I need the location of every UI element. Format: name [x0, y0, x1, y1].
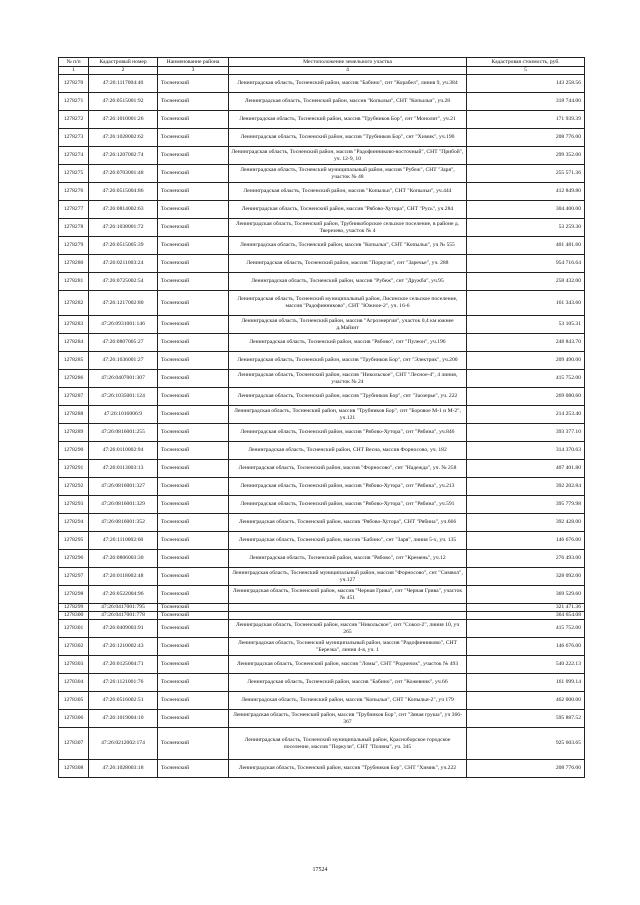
location-cell: Ленинградская область, Тосненский район, массив "Трубников Бор", снт "Электрик", уч.200 [229, 352, 467, 370]
row-number-cell: 1278273 [59, 129, 89, 147]
district-cell: Тосненский [158, 442, 229, 460]
table-row [59, 692, 585, 710]
table-row [59, 93, 585, 111]
location-cell: Ленинградская область, Тосненский район, массив "Бабино", снт "Заря", линия 5-х, уч. 135 [229, 532, 467, 550]
location-cell: Ленинградская область, Тосненский район, массив "Трубников Бор", снт "Боровое М-1 и М-2", уч.121 [229, 406, 467, 424]
table-row [59, 674, 585, 692]
table-row [59, 129, 585, 147]
location-cell [229, 612, 467, 620]
cadastral-number-cell: 47:26:0409003:91 [89, 620, 158, 638]
cadastral-number-cell: 47:26:1121001:76 [89, 674, 158, 692]
header-cadastral-number: Кадастровый номер [89, 58, 158, 67]
cadastral-value-cell: 161 343.60 [467, 291, 585, 316]
cadastral-number-cell: 47:26:0807005:27 [89, 334, 158, 352]
column-number: 2 [89, 67, 158, 75]
district-cell: Тосненский [158, 478, 229, 496]
row-number-cell: 1278297 [59, 568, 89, 586]
cadastral-number-cell: 47:26:1210002:43 [89, 638, 158, 656]
district-cell: Тосненский [158, 760, 229, 778]
cadastral-number-cell: 47:26:0806003:30 [89, 550, 158, 568]
cadastral-value-cell: 392 202.84 [467, 478, 585, 496]
header-district: Наименование района [158, 58, 229, 67]
location-cell: Ленинградская область, Тосненский район, массив "Рябово", снт "Пулеон", уч.196 [229, 334, 467, 352]
location-cell: Ленинградская область, Тосненский район, массив "Копыльи", СНТ "Копыльи", уч.444 [229, 183, 467, 201]
cadastral-value-cell: 276 493.00 [467, 550, 585, 568]
district-cell: Тосненский [158, 656, 229, 674]
table-row [59, 514, 585, 532]
district-cell: Тосненский [158, 710, 229, 728]
row-number-cell: 1278295 [59, 532, 89, 550]
cadastral-number-cell: 47:26:1010001:26 [89, 111, 158, 129]
row-number-cell: 1278279 [59, 237, 89, 255]
district-cell: Тосненский [158, 237, 229, 255]
cadastral-number-cell: 47:26:1019004:10 [89, 710, 158, 728]
cadastral-value-cell: 146 676.00 [467, 532, 585, 550]
table-row [59, 147, 585, 165]
cadastral-number-cell: 47:26:0816001:329 [89, 496, 158, 514]
row-number-cell: 1278270 [59, 75, 89, 93]
cadastral-number-cell: 47:26:0522004:96 [89, 586, 158, 604]
table-row [59, 111, 585, 129]
location-cell: Ленинградская область, Тосненский район, массив "Бабино", снт "Кожевник", уч.66 [229, 674, 467, 692]
cadastral-value-cell: 314 370.63 [467, 442, 585, 460]
cadastral-value-cell: 395 779.98 [467, 496, 585, 514]
location-cell: Ленинградская область, Тосненский район, массив "Никольское", снт "Сокол-2", линия 10, уч 265 [229, 620, 467, 638]
row-number-cell: 1278278 [59, 219, 89, 237]
cadastral-number-cell: 47:26:0407001:307 [89, 370, 158, 388]
row-number-cell: 1278306 [59, 710, 89, 728]
row-number-cell: 1278291 [59, 460, 89, 478]
location-cell: Ленинградская область, Тосненский муниципальный район, Лисинское сельское поселение, массив "Радофинниково", СНТ "Южное-2", уч. 16-6 [229, 291, 467, 316]
district-cell: Тосненский [158, 532, 229, 550]
cadastral-value-cell: 462 000.00 [467, 692, 585, 710]
cadastral-number-cell: 47:26:0125004:71 [89, 656, 158, 674]
cadastral-value-cell: 146 676.00 [467, 638, 585, 656]
cadastral-value-cell: 53 105.31 [467, 316, 585, 334]
district-cell: Тосненский [158, 604, 229, 612]
cadastral-number-cell: 47:26:0725002:54 [89, 273, 158, 291]
table-row [59, 586, 585, 604]
cadastral-value-cell: 407 401.80 [467, 460, 585, 478]
cadastral-value-cell: 321 471.36 [467, 604, 585, 612]
header-cadastral-value: Кадастровая стоимость, руб. [467, 58, 585, 67]
cadastral-number-cell: 47:26:0703001:48 [89, 165, 158, 183]
cadastral-value-cell: 401 481.60 [467, 237, 585, 255]
district-cell: Тосненский [158, 692, 229, 710]
location-cell: Ленинградская область, Тосненский район, массив "Черная Грива", снт "Черная Грива", участок № 451 [229, 586, 467, 604]
row-number-cell: 1278300 [59, 612, 89, 620]
row-number-cell: 1278299 [59, 604, 89, 612]
location-cell: Ленинградская область, Тосненский район, массив "Трубников Бор", снт "Заозерье", уч. 222 [229, 388, 467, 406]
location-cell: Ленинградская область, Тосненский район, массив "Рябово-Хутора", снт "Рябина", уч.591 [229, 496, 467, 514]
cadastral-number-cell: 47:26:0211003:24 [89, 255, 158, 273]
header-number: № п/п [59, 58, 89, 67]
table-row [59, 638, 585, 656]
cadastral-value-cell: 208 776.00 [467, 760, 585, 778]
location-cell: Ленинградская область, Тосненский район, массив "Рябово", снт "Кремень", уч.12 [229, 550, 467, 568]
location-cell: Ленинградская область, Тосненский район, массив "Рябово-Хутора", СНТ "Рябина", уч.666 [229, 514, 467, 532]
row-number-cell: 1278282 [59, 291, 89, 316]
cadastral-number-cell: 47:26:0816001:327 [89, 478, 158, 496]
cadastral-number-cell: 47:26:1117004:40 [89, 75, 158, 93]
row-number-cell: 1278288 [59, 406, 89, 424]
cadastral-value-cell: 258 432.00 [467, 273, 585, 291]
cadastral-number-cell: 47:26:0816001:255 [89, 424, 158, 442]
table-row [59, 370, 585, 388]
cadastral-value-cell: 299 352.00 [467, 147, 585, 165]
district-cell: Тосненский [158, 165, 229, 183]
district-cell: Тосненский [158, 219, 229, 237]
cadastral-value-cell: 304 400.00 [467, 201, 585, 219]
row-number-cell: 1278283 [59, 316, 89, 334]
cadastral-value-cell: 214 253.40 [467, 406, 585, 424]
row-number-cell: 1278308 [59, 760, 89, 778]
cadastral-number-cell: 47:26:0515004:86 [89, 183, 158, 201]
cadastral-number-cell: 47:26:1036001:27 [89, 352, 158, 370]
row-number-cell: 1278276 [59, 183, 89, 201]
cadastral-value-table-sheet [58, 57, 584, 778]
table-row [59, 612, 585, 620]
row-number-cell: 1278307 [59, 728, 89, 760]
row-number-cell: 1278305 [59, 692, 89, 710]
row-number-cell: 1278280 [59, 255, 89, 273]
location-cell: Ленинградская область, Тосненский район, массив "Трубников Бор", снт "Монолит", уч.21 [229, 111, 467, 129]
table-row [59, 620, 585, 638]
row-number-cell: 1278289 [59, 424, 89, 442]
cadastral-value-cell: 393 377.10 [467, 424, 585, 442]
cadastral-number-cell: 47:26:0931001:146 [89, 316, 158, 334]
row-number-cell: 1278281 [59, 273, 89, 291]
cadastral-value-cell: 208 776.00 [467, 129, 585, 147]
row-number-cell: 1278287 [59, 388, 89, 406]
cadastral-number-cell: 47:26:0417001:795 [89, 604, 158, 612]
column-number: 3 [158, 67, 229, 75]
row-number-cell: 1278284 [59, 334, 89, 352]
table-row [59, 406, 585, 424]
cadastral-number-cell: 47:26:1016006:9 [89, 406, 158, 424]
table-row [59, 316, 585, 334]
row-number-cell: 1278277 [59, 201, 89, 219]
table-row [59, 656, 585, 674]
table-row [59, 201, 585, 219]
district-cell: Тосненский [158, 316, 229, 334]
cadastral-value-cell: 369 529.60 [467, 586, 585, 604]
cadastral-value-cell: 415 752.00 [467, 620, 585, 638]
cadastral-value-cell: 392 428.00 [467, 514, 585, 532]
location-cell: Ленинградская область, Тосненский район, массив "Рябово-Хутора", снт "Рябина", уч.846 [229, 424, 467, 442]
table-row [59, 237, 585, 255]
cadastral-value-cell: 412 849.80 [467, 183, 585, 201]
cadastral-value-cell: 318 744.00 [467, 93, 585, 111]
cadastral-number-cell: 47:26:0113003:13 [89, 460, 158, 478]
row-number-cell: 1278298 [59, 586, 89, 604]
location-cell: Ленинградская область, Тосненский муниципальный район, Красноборское городское поселение, массив "Поркузи", СНТ "Поляна", уч. 345 [229, 728, 467, 760]
district-cell: Тосненский [158, 728, 229, 760]
district-cell: Тосненский [158, 370, 229, 388]
cadastral-number-cell: 47:26:1028003:18 [89, 760, 158, 778]
location-cell: Ленинградская область, Тосненский муниципальный район, массив "Форносово", снт "Символ", уч.127 [229, 568, 467, 586]
table-row [59, 388, 585, 406]
row-number-cell: 1278303 [59, 656, 89, 674]
district-cell: Тосненский [158, 460, 229, 478]
cadastral-number-cell: 47:26:0417001:778 [89, 612, 158, 620]
cadastral-number-cell: 47:26:1207002:74 [89, 147, 158, 165]
row-number-cell: 1278296 [59, 550, 89, 568]
cadastral-number-cell: 47:26:1217002:80 [89, 291, 158, 316]
header-location: Местоположение земельного участка [229, 58, 467, 67]
column-number: 5 [467, 67, 585, 75]
column-number: 1 [59, 67, 89, 75]
table-row [59, 352, 585, 370]
cadastral-value-cell: 143 258.56 [467, 75, 585, 93]
row-number-cell: 1278294 [59, 514, 89, 532]
location-cell: Ленинградская область, Тосненский район, массив "Копыльи", СНТ "Копыльи-2", уч 179 [229, 692, 467, 710]
cadastral-value-cell: 328 092.00 [467, 568, 585, 586]
location-cell: Ленинградская область, Тосненский район, массив "Форносово", снт "Надежда", уч. № 258 [229, 460, 467, 478]
cadastral-value-table [58, 57, 585, 778]
district-cell: Тосненский [158, 183, 229, 201]
cadastral-number-cell: 47:26:1110002:60 [89, 532, 158, 550]
location-cell: Ленинградская область, Тосненский район, массив "Копыльи", СНТ "Копыльи", уч.28 [229, 93, 467, 111]
location-cell: Ленинградская область, Тосненский район, массив "Ломы", СНТ "Родничок", участок № 493 [229, 656, 467, 674]
location-cell: Ленинградская область, Тосненский район, массив "Копыльи", СНТ "Копыльи", уч № 555 [229, 237, 467, 255]
table-row [59, 183, 585, 201]
location-cell: Ленинградская область, Тосненский район, массив "Рябово-Хутора", снт "Рябина", уч.213 [229, 478, 467, 496]
cadastral-value-cell: 925 603.65 [467, 728, 585, 760]
district-cell: Тосненский [158, 334, 229, 352]
row-number-cell: 1278292 [59, 478, 89, 496]
district-cell: Тосненский [158, 514, 229, 532]
cadastral-value-cell: 595 887.52 [467, 710, 585, 728]
table-row [59, 550, 585, 568]
district-cell: Тосненский [158, 674, 229, 692]
cadastral-value-cell: 161 099.14 [467, 674, 585, 692]
cadastral-value-cell: 209 490.00 [467, 352, 585, 370]
location-cell: Ленинградская область, Тосненский район, массив "Поркузи", снт "Заречье", уч. 288 [229, 255, 467, 273]
row-number-cell: 1278290 [59, 442, 89, 460]
row-number-cell: 1278274 [59, 147, 89, 165]
cadastral-number-cell: 47:26:0118002:48 [89, 568, 158, 586]
table-row [59, 604, 585, 612]
district-cell: Тосненский [158, 620, 229, 638]
district-cell: Тосненский [158, 111, 229, 129]
cadastral-number-cell: 47:26:0515005:39 [89, 237, 158, 255]
cadastral-value-cell: 255 571.36 [467, 165, 585, 183]
location-cell: Ленинградская область, Тосненский муниципальный район, массив "Рубеж", СНТ "Заря", участок № 48 [229, 165, 467, 183]
table-body [59, 75, 585, 778]
district-cell: Тосненский [158, 424, 229, 442]
table-row [59, 219, 585, 237]
district-cell: Тосненский [158, 273, 229, 291]
location-cell: Ленинградская область, Тосненский район, массив "Никольское", СНТ "Лесное-4", 4 линия, участок № 24 [229, 370, 467, 388]
cadastral-number-cell: 47:26:0516002:51 [89, 692, 158, 710]
location-cell: Ленинградская область, Тосненский муниципальный район, массив "Радофинниково", СНТ "Березка", линия 4-я, уч. 1 [229, 638, 467, 656]
cadastral-value-cell: 415 752.00 [467, 370, 585, 388]
district-cell: Тосненский [158, 75, 229, 93]
table-row [59, 496, 585, 514]
cadastral-value-cell: 954 716.64 [467, 255, 585, 273]
district-cell: Тосненский [158, 406, 229, 424]
table-row [59, 75, 585, 93]
row-number-cell: 1278293 [59, 496, 89, 514]
location-cell: Ленинградская область, Тосненский район, массив "Бабино", снт "Корабел", линия 9, уч.384 [229, 75, 467, 93]
location-cell: Ленинградская область, Тосненский район, массив "Трубников Бор", снт "Химик", уч.190 [229, 129, 467, 147]
table-row [59, 460, 585, 478]
cadastral-number-cell: 47:26:0110002:94 [89, 442, 158, 460]
header-row [59, 58, 585, 67]
table-row [59, 273, 585, 291]
location-cell: Ленинградская область, Тосненский район, массив "Радофинниково-восточный", СНТ "Прибой", уч. 12-9, 10 [229, 147, 467, 165]
row-number-cell: 1278302 [59, 638, 89, 656]
row-number-cell: 1278304 [59, 674, 89, 692]
cadastral-value-cell: 248 843.70 [467, 334, 585, 352]
table-row [59, 760, 585, 778]
table-row [59, 442, 585, 460]
district-cell: Тосненский [158, 352, 229, 370]
location-cell: Ленинградская область, Тосненский район, массив "Трубников Бор", СНТ "Химик", уч.222 [229, 760, 467, 778]
table-row [59, 478, 585, 496]
district-cell: Тосненский [158, 586, 229, 604]
row-number-cell: 1278275 [59, 165, 89, 183]
cadastral-value-cell: 53 259.30 [467, 219, 585, 237]
table-row [59, 728, 585, 760]
row-number-cell: 1278286 [59, 370, 89, 388]
district-cell: Тосненский [158, 638, 229, 656]
cadastral-value-cell: 540 222.13 [467, 656, 585, 674]
cadastral-number-cell: 47:26:1028002:62 [89, 129, 158, 147]
district-cell: Тосненский [158, 568, 229, 586]
location-cell: Ленинградская область, Тосненский район, массив "Трубников Бор", снт "Зяная груша", уч 366-367 [229, 710, 467, 728]
table-row [59, 424, 585, 442]
district-cell: Тосненский [158, 255, 229, 273]
cadastral-value-cell: 364 654.08 [467, 612, 585, 620]
location-cell [229, 604, 467, 612]
district-cell: Тосненский [158, 496, 229, 514]
cadastral-number-cell: 47:26:0212002:174 [89, 728, 158, 760]
row-number-cell: 1278301 [59, 620, 89, 638]
row-number-cell: 1278272 [59, 111, 89, 129]
table-row [59, 255, 585, 273]
table-row [59, 165, 585, 183]
cadastral-value-cell: 269 080.60 [467, 388, 585, 406]
cadastral-value-cell: 171 939.39 [467, 111, 585, 129]
cadastral-number-cell: 47:26:0814002:63 [89, 201, 158, 219]
district-cell: Тосненский [158, 93, 229, 111]
row-number-cell: 1278285 [59, 352, 89, 370]
table-row [59, 291, 585, 316]
cadastral-number-cell: 47:26:0515001:92 [89, 93, 158, 111]
district-cell: Тосненский [158, 129, 229, 147]
cadastral-number-cell: 47:26:1035001:124 [89, 388, 158, 406]
table-row [59, 568, 585, 586]
location-cell: Ленинградская область, Тосненский район, массив "Рябово-Хутора", СНТ "Русь", уч.284 [229, 201, 467, 219]
district-cell: Тосненский [158, 388, 229, 406]
table-row [59, 532, 585, 550]
district-cell: Тосненский [158, 291, 229, 316]
location-cell: Ленинградская область, Тосненский район, массив "Рубеж", снт "Дружба", уч.95 [229, 273, 467, 291]
location-cell: Ленинградская область, Тосненский район, Трубникоборское сельское поселение, в районе д. Тверезево, участок № 4 [229, 219, 467, 237]
district-cell: Тосненский [158, 550, 229, 568]
district-cell: Тосненский [158, 612, 229, 620]
location-cell: Ленинградская область, Тосненский район, СНТ Весна, массив Форносово, уч. 182 [229, 442, 467, 460]
district-cell: Тосненский [158, 201, 229, 219]
table-row [59, 334, 585, 352]
cadastral-number-cell: 47:26:0816001:352 [89, 514, 158, 532]
cadastral-number-cell: 47:26:1038001:72 [89, 219, 158, 237]
location-cell: Ленинградская область, Тосненский район, массив "Агроэнергия", участок 0,4 км южнее д.Майзит [229, 316, 467, 334]
row-number-cell: 1278271 [59, 93, 89, 111]
column-number-row [59, 67, 585, 75]
page-number: 17524 [312, 867, 328, 873]
district-cell: Тосненский [158, 147, 229, 165]
table-row [59, 710, 585, 728]
column-number: 4 [229, 67, 467, 75]
